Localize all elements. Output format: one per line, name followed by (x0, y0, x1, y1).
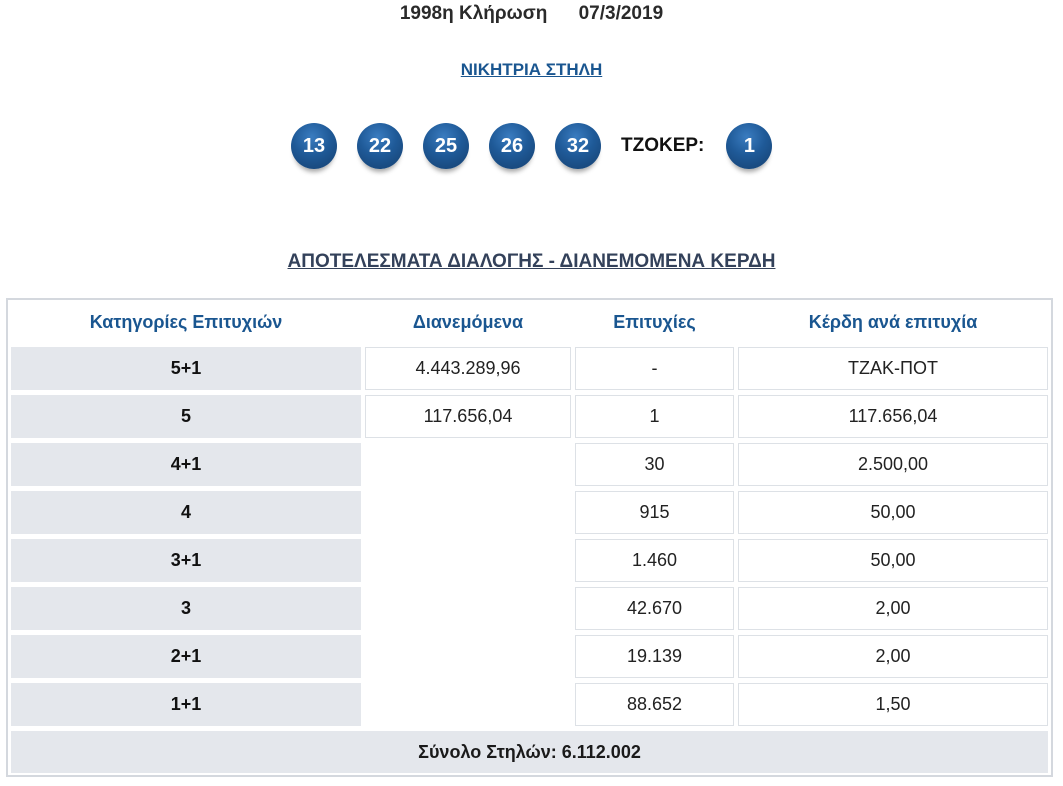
prize-cell: 117.656,04 (738, 395, 1048, 438)
distributed-cell: 117.656,04 (365, 395, 571, 438)
category-cell: 3+1 (11, 539, 361, 582)
prize-cell: 50,00 (738, 539, 1048, 582)
header-category: Κατηγορίες Επιτυχιών (89, 312, 283, 332)
joker-label: ΤΖΟΚΕΡ: (621, 135, 705, 156)
category-cell: 5+1 (11, 347, 361, 390)
distributed-cell: 4.443.289,96 (365, 347, 571, 390)
category-cell: 3 (11, 587, 361, 630)
prize-cell: 50,00 (738, 491, 1048, 534)
winners-cell: 915 (575, 491, 734, 534)
category-cell: 2+1 (11, 635, 361, 678)
results-table (6, 298, 1053, 777)
prize-cell: ΤΖΑΚ-ΠΟΤ (738, 347, 1048, 390)
number-ball: 26 (489, 123, 535, 169)
winning-numbers (291, 121, 792, 171)
joker-ball: 1 (726, 123, 772, 169)
draw-number: 1998η Κλήρωση (399, 3, 548, 24)
category-cell: 1+1 (11, 683, 361, 726)
prize-cell: 2,00 (738, 587, 1048, 630)
draw-date: 07/3/2019 (578, 3, 664, 24)
winners-cell: 30 (575, 443, 734, 486)
total-columns: Σύνολο Στηλών: 6.112.002 (11, 731, 1048, 773)
header-distributed: Διανεμόμενα (412, 312, 524, 332)
winners-cell: - (575, 347, 734, 390)
winners-cell: 88.652 (575, 683, 734, 726)
header-winners: Επιτυχίες (613, 312, 696, 332)
prize-cell: 1,50 (738, 683, 1048, 726)
category-cell: 4+1 (11, 443, 361, 486)
category-cell: 4 (11, 491, 361, 534)
table-header (8, 300, 1051, 346)
winners-cell: 42.670 (575, 587, 734, 630)
prize-cell: 2,00 (738, 635, 1048, 678)
prize-cell: 2.500,00 (738, 443, 1048, 486)
header-prize: Κέρδη ανά επιτυχία (808, 312, 978, 332)
draw-header (0, 3, 1063, 25)
number-ball: 22 (357, 123, 403, 169)
winners-cell: 1 (575, 395, 734, 438)
number-ball: 32 (555, 123, 601, 169)
category-cell: 5 (11, 395, 361, 438)
winners-cell: 19.139 (575, 635, 734, 678)
winning-column-link[interactable]: ΝΙΚΗΤΡΙΑ ΣΤΗΛΗ (460, 60, 603, 79)
results-title: ΑΠΟΤΕΛΕΣΜΑΤΑ ΔΙΑΛΟΓΗΣ - ΔΙΑΝΕΜΟΜΕΝΑ ΚΕΡΔΗ (287, 251, 776, 272)
number-ball: 25 (423, 123, 469, 169)
number-ball: 13 (291, 123, 337, 169)
winners-cell: 1.460 (575, 539, 734, 582)
